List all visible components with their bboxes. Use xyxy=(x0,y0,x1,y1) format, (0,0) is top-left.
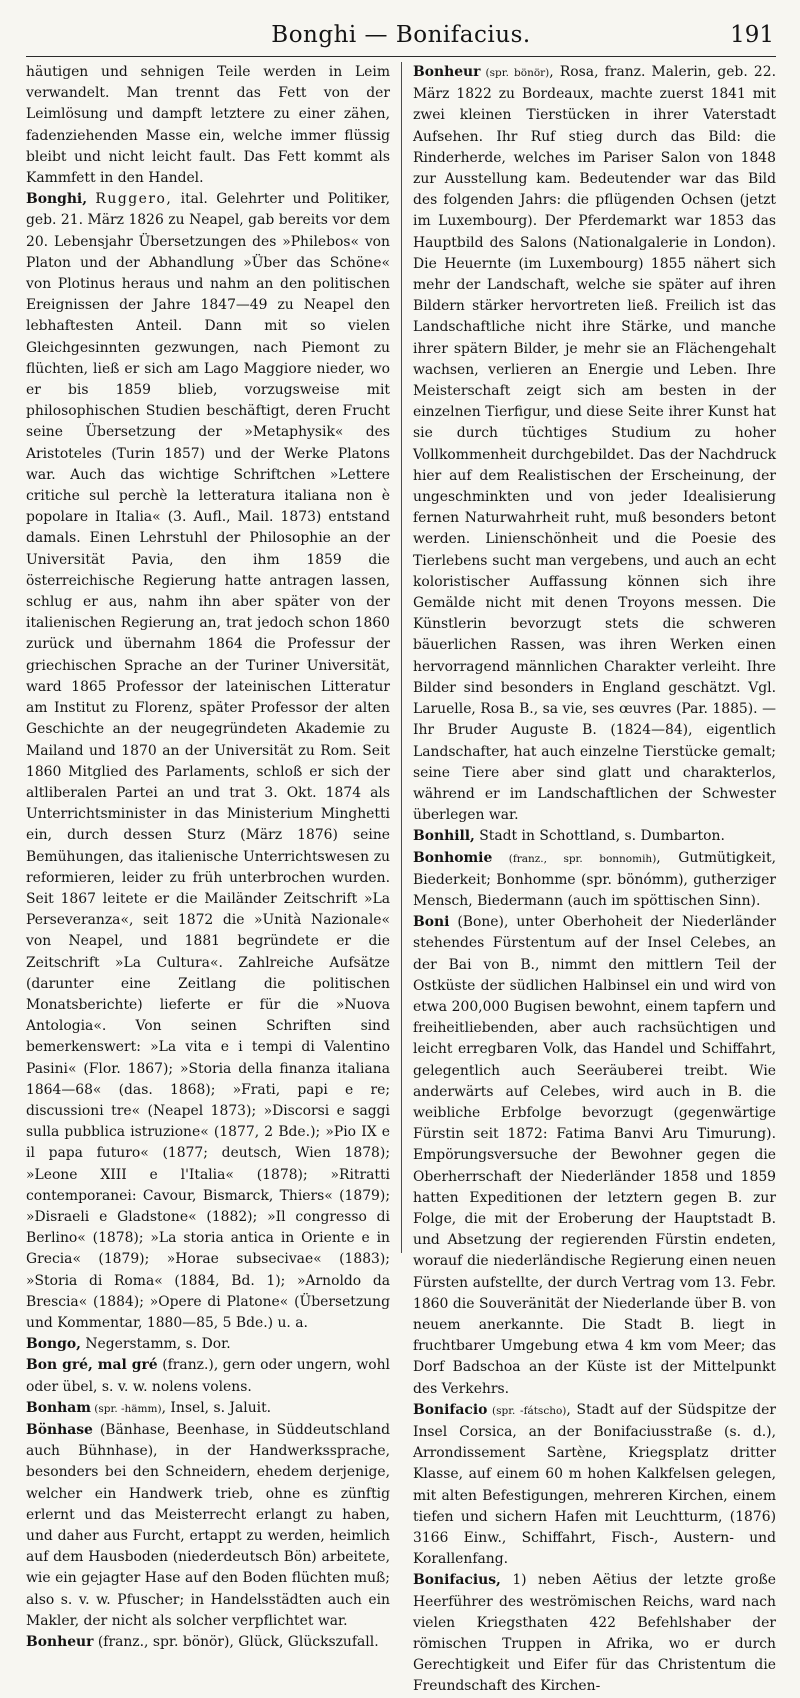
entry-boni: Boni (Bone), unter Oberhoheit der Niederländer stehendes Fürstentum auf der Insel Celebes, an der Bai von B., nimmt den mittlern Teil der Ostküste der südlichen Halbinsel ein und wird von etwa 200,000 Bugisen bewohnt, einem tapfern und freiheitliebenden, aber auch rachsüchtigen und leicht erregbaren Volk, das Handel und Schiffahrt, gelegentlich auch Seeräuberei treibt. Wie anderwärts auf Celebes, wird auch in B. die weibliche Erbfolge bevorzugt (gegenwärtige Fürstin seit 1872: Fatima Banvi Aru Timurung). Empörungsversuche der Bewohner gegen die Oberherrschaft der Niederländer 1858 und 1859 hatten Expeditionen der letztern gegen B. zur Folge, die mit der Eroberung der Hauptstadt B. und Absetzung der regierenden Fürstin endeten, worauf die niederländische Regierung einen neuen Fürsten aufstellte, der durch Vertrag vom 13. Febr. 1860 die Souveränität der Niederlande über B. von neuem anerkannte. Die Stadt B. liegt in fruchtbarer Umgebung etwa 4 km vom Meer; das Dorf Badschoa an der Küste ist der Mittelpunkt des Verkehrs. xyxy=(413,914,776,1397)
headword: Bon gré, mal gré xyxy=(26,1357,158,1374)
headword: Bonifacio xyxy=(413,1401,488,1418)
entry-bonheur-word: Bonheur (franz., spr. bönör), Glück, Glückszufall. xyxy=(26,1634,379,1651)
headword: Bonghi, xyxy=(26,191,88,208)
page-header xyxy=(26,20,776,57)
pronunciation: (spr. -fátscho) xyxy=(487,1404,567,1417)
column-divider xyxy=(401,62,402,1253)
entry-bonifacio: Bonifacio (spr. -fátscho), Stadt auf der Südspitze der Insel Corsica, an der Bonifaciusstraße (s. d.), Arrondissement Sartène, Kriegsplatz dritter Klasse, auf einem 60 m hohen Kalkfelsen gelegen, mit alten Befestigungen, mehreren Kirchen, einem tiefen und sichern Hafen mit Leuchtturm, (1876) 3166 Einw., Schiffahrt, Fisch-, Austern- und Korallenfang. xyxy=(413,1401,776,1568)
pronunciation: (spr. bönör) xyxy=(480,67,550,79)
headword: Boni xyxy=(413,914,450,931)
entry-leim-continuation: häutigen und sehnigen Teile werden in Leim verwandelt. Man trennt das Fett von der Leimlösung und dampft letztere zu einer zähen, fadenziehenden Masse ein, welche immer flüssig bleibt und nicht leicht fault. Das Fett kommt als Kammfett in den Handel. xyxy=(26,64,390,187)
entry-bonifacius: Bonifacius, 1) neben Aëtius der letzte große Heerführer des weströmischen Reichs, ward nach vielen Kriegsthaten 422 Befehlshaber der römischen Truppen in Afrika, wo er durch Gerechtigkeit und Eifer für das Christentum die Freundschaft des Kirchen- xyxy=(413,1572,776,1695)
headword: Bongo, xyxy=(26,1336,81,1353)
entry-bonheur-rosa: Bonheur (spr. bönör), Rosa, franz. Malerin, geb. 22. März 1822 zu Bordeaux, machte zuerst 1841 mit zwei kleinen Tierstücken in ihrer Vaterstadt Aufsehen. Ihr Ruf stieg durch das Bild: die Rinderherde, welches im Pariser Salon von 1848 zur Ausstellung kam. Bedeutender war das Bild des folgenden Jahrs: die pflügenden Ochsen (jetzt im Luxembourg). Der Pferdemarkt war 1853 das Hauptbild des Salons (Nationalgalerie in London). Die Heuernte (im Luxembourg) 1855 nähert sich mehr der Landschaft, welche sie später auf ihren Bildern stärker hervortreten ließ. Freilich ist das Landschaftliche nicht ihre Stärke, und manche ihrer spätern Bilder, je mehr sie an Flächengehalt wachsen, verlieren an Energie und Leben. Ihre Meisterschaft zeigt sich am besten in der einzelnen Tierfigur, und diese Seite ihrer Kunst hat sie durch tüchtiges Studium zu hoher Vollkommenheit durchgebildet. Das der Nachdruck hier auf dem Realistischen der Erscheinung, der ungeschminkten und von jeder Idealisierung fernen Naturwahrheit ruht, muß besonders betont werden. Linienschönheit und die Poesie des Tierlebens sucht man vergebens, und auch an echt koloristischer Auffassung können sich ihre Gemälde nicht mit denen Troyons messen. Die Künstlerin bevorzugt stets die schweren bäuerlichen Rassen, was ihren Werken einen hervorragend männlichen Charakter verleiht. Ihre Bilder sind besonders in England geschätzt. Vgl. Laruelle, Rosa B., sa vie, ses œuvres (Par. 1885). — Ihr Bruder Auguste B. (1824—84), eigentlich Landschafter, hat auch einzelne Tierstücke gemalt; seine Tiere aber sind glatt und charakterlos, während er im Landschaftlichen der Schwester überlegen war. xyxy=(413,64,776,824)
headword: Bonhill, xyxy=(413,828,475,845)
entry-bon-gre: Bon gré, mal gré (franz.), gern oder ungern, wohl oder übel, s. v. w. nolens volens. xyxy=(26,1357,390,1395)
left-column xyxy=(26,62,390,1651)
headword: Bonheur xyxy=(413,64,481,80)
entry-bonhomie: Bonhomie (franz., spr. bonnomih), Gutmütigkeit, Biederkeit; Bonhomme (spr. bönómm), gutherziger Mensch, Biedermann (auch im spöttischen Sinn). xyxy=(413,849,776,909)
headword: Bonham xyxy=(26,1399,91,1416)
entry-bonghi: Bonghi, Ruggero, ital. Gelehrter und Politiker, geb. 21. März 1826 zu Neapel, gab bereits vor dem 20. Lebensjahr Übersetzungen des »Philebos« von Platon und der Abhandlung »Über das Schöne« von Plotinus heraus und nahm an den politischen Ereignissen der Jahre 1847—49 zu Neapel den lebhaftesten Anteil. Dann mit so vielen Gleichgesinnten gezwungen, nach Piemont zu flüchten, ließ er sich am Lago Maggiore nieder, wo er bis 1859 blieb, vorzugsweise mit philosophischen Studien beschäftigt, deren Frucht seine Übersetzung der »Metaphysik« des Aristoteles (Turin 1857) und der Werke Platons war. Auch das wichtige Schriftchen »Lettere critiche sul perchè la letteratura italiana non è popolare in Italia« (3. Aufl., Mail. 1873) entstand damals. Einen Lehrstuhl der Philosophie an der Universität Pavia, den ihm 1859 die österreichische Regierung hatte antragen lassen, schlug er aus, nahm ihn aber später von der italienischen Regierung an, trat jedoch schon 1860 zurück und übernahm 1864 die Professur der griechischen Sprache an der Turiner Universität, ward 1865 Professor der lateinischen Litteratur am Institut zu Florenz, später Professor der alten Geschichte an der neugegründeten Akademie zu Mailand und 1870 an der Universität zu Rom. Seit 1860 Mitglied des Parlaments, schloß er sich der altliberalen Partei an und trat 3. Okt. 1874 als Unterrichtsminister in das Ministerium Minghetti ein, durch dessen Sturz (März 1876) seine Bemühungen, das italienische Unterrichtswesen zu reformieren, leider zu früh unterbrochen wurden. Seit 1867 leitete er die Mailänder Zeitschrift »La Perseveranza«, seit 1872 die »Unità Nazionale« von Neapel, und 1881 begründete er die Zeitschrift »La Cultura«. Zahlreiche Aufsätze (darunter eine Zeitlang die politischen Monatsberichte) lieferte er für die »Nuova Antologia«. Von seinen Schriften sind bemerkenswert: »La vita e i tempi di Valentino Pasini« (Flor. 1867); »Storia della finanza italiana 1864—68« (das. 1868); »Frati, papi e re; discussioni tre« (Neapel 1873); »Discorsi e saggi sulla pubblica istruzione« (1877, 2 Bde.); »Pio IX e il papa futuro« (1877; deutsch, Wien 1878); »Leone XIII e l'Italia« (1878); »Ritratti contemporanei: Cavour, Bismarck, Thiers« (1879); »Disraeli e Gladstone« (1882); »Il congresso di Berlino« (1878); »La storia antica in Oriente e in Grecia« (1879); »Horae subsecivae« (1883); »Storia di Roma« (1884, Bd. 1); »Arnoldo da Brescia« (1884); »Opere di Platone« (Übersetzung und Kommentar, 1880—85, 5 Bde.) u. a. xyxy=(26,191,390,1331)
running-head: Bonghi — Bonifacius. xyxy=(271,22,531,48)
entry-bonham: Bonham (spr. -hämm), Insel, s. Jaluit. xyxy=(26,1399,272,1416)
page-number: 191 xyxy=(730,22,774,48)
pronunciation: (franz., spr. bonnomih) xyxy=(492,852,657,865)
right-column xyxy=(413,62,776,1695)
headword: Bonifacius, xyxy=(413,1572,501,1589)
headword: Bonhomie xyxy=(413,849,493,866)
entry-bongo: Bongo, Negerstamm, s. Dor. xyxy=(26,1336,231,1353)
headword: Bönhase xyxy=(26,1422,93,1438)
entry-bonhill: Bonhill, Stadt in Schottland, s. Dumbarton. xyxy=(413,828,725,845)
person-name: Ruggero, xyxy=(95,191,173,208)
pronunciation: (spr. -hämm) xyxy=(90,1402,162,1415)
entry-boenhase: Bönhase (Bänhase, Beenhase, in Süddeutschland auch Bühnhase), in der Handwerkssprache, besonders bei den Schneidern, ehedem derjenige, welcher ein Handwerk trieb, ohne es zünftig erlernt und das Meisterrecht erlangt zu haben, und daher aus Furcht, ertappt zu werden, heimlich auf dem Hausboden (niederdeutsch Bön) arbeitete, wie ein gejagter Hase auf den Boden flüchten muß; also s. v. w. Pfuscher; in Handelsstädten auch ein Makler, der nicht als solcher verpflichtet war. xyxy=(26,1422,390,1629)
headword: Bonheur xyxy=(26,1634,94,1651)
